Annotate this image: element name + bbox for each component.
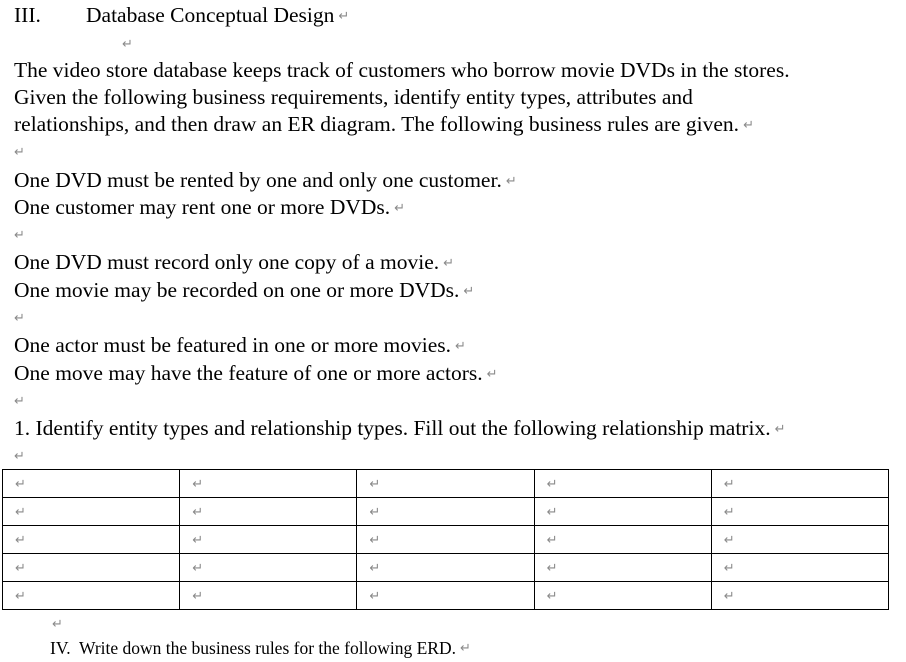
- question-1: 1. Identify entity types and relationship types. Fill out the following relationship matrix. ↵: [14, 416, 786, 440]
- paragraph-mark-icon: ↵: [723, 532, 735, 548]
- intro-line: The video store database keeps track of customers who borrow movie DVDs in the stores.: [14, 58, 790, 82]
- paragraph-mark-icon: ↵: [14, 311, 25, 326]
- matrix-cell[interactable]: [3, 554, 180, 582]
- matrix-row: [3, 582, 889, 610]
- empty-paragraph: [118, 30, 133, 58]
- matrix-cell[interactable]: [357, 498, 534, 526]
- section-title: Database Conceptual Design: [86, 3, 335, 27]
- matrix-cell[interactable]: [534, 470, 711, 498]
- section-4-text: Write down the business rules for the following ERD.: [79, 638, 456, 658]
- matrix-cell[interactable]: [180, 470, 357, 498]
- paragraph-mark-icon: ↵: [455, 339, 466, 354]
- paragraph-mark-icon: ↵: [15, 560, 26, 576]
- paragraph-mark-icon: ↵: [369, 532, 381, 548]
- paragraph-mark-icon: ↵: [546, 532, 558, 548]
- matrix-row: [3, 470, 889, 498]
- matrix-cell[interactable]: [180, 526, 357, 554]
- paragraph-mark-icon: ↵: [192, 476, 204, 492]
- paragraph-mark-icon: ↵: [122, 37, 133, 52]
- section-number: IV.: [50, 638, 71, 658]
- business-rule: One DVD must be rented by one and only one customer. ↵: [14, 168, 517, 192]
- matrix-cell[interactable]: [180, 554, 357, 582]
- empty-paragraph: [10, 304, 25, 332]
- business-rule: One movie may be recorded on one or more DVDs. ↵: [14, 278, 475, 302]
- paragraph-mark-icon: ↵: [369, 588, 381, 604]
- matrix-cell[interactable]: [3, 470, 180, 498]
- matrix-cell[interactable]: [711, 526, 888, 554]
- paragraph-mark-icon: ↵: [369, 476, 381, 492]
- paragraph-mark-icon: ↵: [14, 449, 25, 464]
- empty-paragraph: [10, 387, 25, 415]
- paragraph-mark-icon: ↵: [369, 560, 381, 576]
- matrix-cell[interactable]: [357, 582, 534, 610]
- paragraph-mark-icon: ↵: [443, 256, 455, 271]
- matrix-cell[interactable]: [3, 498, 180, 526]
- business-rule: One customer may rent one or more DVDs. ↵: [14, 195, 406, 219]
- matrix-cell[interactable]: [534, 554, 711, 582]
- empty-paragraph: [10, 221, 25, 249]
- empty-paragraph: [48, 613, 63, 636]
- matrix-cell[interactable]: [357, 554, 534, 582]
- empty-paragraph: [10, 442, 25, 470]
- paragraph-mark-icon: ↵: [394, 201, 406, 216]
- paragraph-mark-icon: ↵: [546, 588, 558, 604]
- business-rule: One actor must be featured in one or more movies. ↵: [14, 333, 466, 357]
- matrix-cell[interactable]: [534, 526, 711, 554]
- paragraph-mark-icon: ↵: [546, 476, 558, 492]
- section-heading: [14, 2, 349, 30]
- relationship-matrix: [2, 469, 889, 610]
- matrix-cell[interactable]: [711, 554, 888, 582]
- paragraph-mark-icon: ↵: [15, 588, 26, 604]
- matrix-cell[interactable]: [711, 582, 888, 610]
- paragraph-mark-icon: ↵: [14, 228, 25, 243]
- matrix-cell[interactable]: [534, 498, 711, 526]
- paragraph-mark-icon: ↵: [546, 504, 558, 520]
- paragraph-mark-icon: ↵: [546, 560, 558, 576]
- paragraph-mark-icon: ↵: [463, 284, 475, 299]
- paragraph-mark-icon: ↵: [14, 394, 25, 409]
- paragraph-mark-icon: ↵: [723, 588, 735, 604]
- matrix-row: [3, 498, 889, 526]
- paragraph-mark-icon: ↵: [192, 588, 204, 604]
- paragraph-mark-icon: ↵: [486, 367, 498, 382]
- matrix-cell[interactable]: [534, 582, 711, 610]
- matrix-cell[interactable]: [357, 526, 534, 554]
- matrix-cell[interactable]: [3, 582, 180, 610]
- matrix-cell[interactable]: [180, 582, 357, 610]
- section-4-heading: [50, 637, 471, 660]
- matrix-cell[interactable]: [3, 526, 180, 554]
- matrix-cell[interactable]: [711, 498, 888, 526]
- matrix-cell[interactable]: [711, 470, 888, 498]
- paragraph-mark-icon: ↵: [723, 560, 735, 576]
- matrix-row: [3, 526, 889, 554]
- matrix-cell[interactable]: [357, 470, 534, 498]
- paragraph-mark-icon: ↵: [774, 422, 786, 437]
- business-rule: One move may have the feature of one or more actors. ↵: [14, 361, 498, 385]
- paragraph-mark-icon: ↵: [369, 504, 381, 520]
- empty-paragraph: [10, 138, 25, 166]
- paragraph-mark-icon: ↵: [723, 476, 735, 492]
- paragraph-mark-icon: ↵: [15, 476, 26, 492]
- matrix-row: [3, 554, 889, 582]
- intro-line: Given the following business requirements, identify entity types, attributes and: [14, 85, 693, 109]
- paragraph-mark-icon: ↵: [192, 504, 204, 520]
- paragraph-mark-icon: ↵: [338, 9, 350, 24]
- paragraph-mark-icon: ↵: [505, 174, 517, 189]
- paragraph-mark-icon: ↵: [15, 532, 26, 548]
- paragraph-mark-icon: ↵: [459, 641, 471, 656]
- intro-line: relationships, and then draw an ER diagram. The following business rules are given. ↵: [14, 112, 754, 136]
- matrix-cell[interactable]: [180, 498, 357, 526]
- paragraph-mark-icon: ↵: [52, 617, 63, 632]
- paragraph-mark-icon: ↵: [743, 118, 754, 133]
- paragraph-mark-icon: ↵: [192, 560, 204, 576]
- business-rule: One DVD must record only one copy of a movie. ↵: [14, 250, 455, 274]
- paragraph-mark-icon: ↵: [723, 504, 735, 520]
- paragraph-mark-icon: ↵: [15, 504, 26, 520]
- paragraph-mark-icon: ↵: [192, 532, 204, 548]
- paragraph-mark-icon: ↵: [14, 145, 25, 160]
- section-number: III.: [14, 3, 41, 27]
